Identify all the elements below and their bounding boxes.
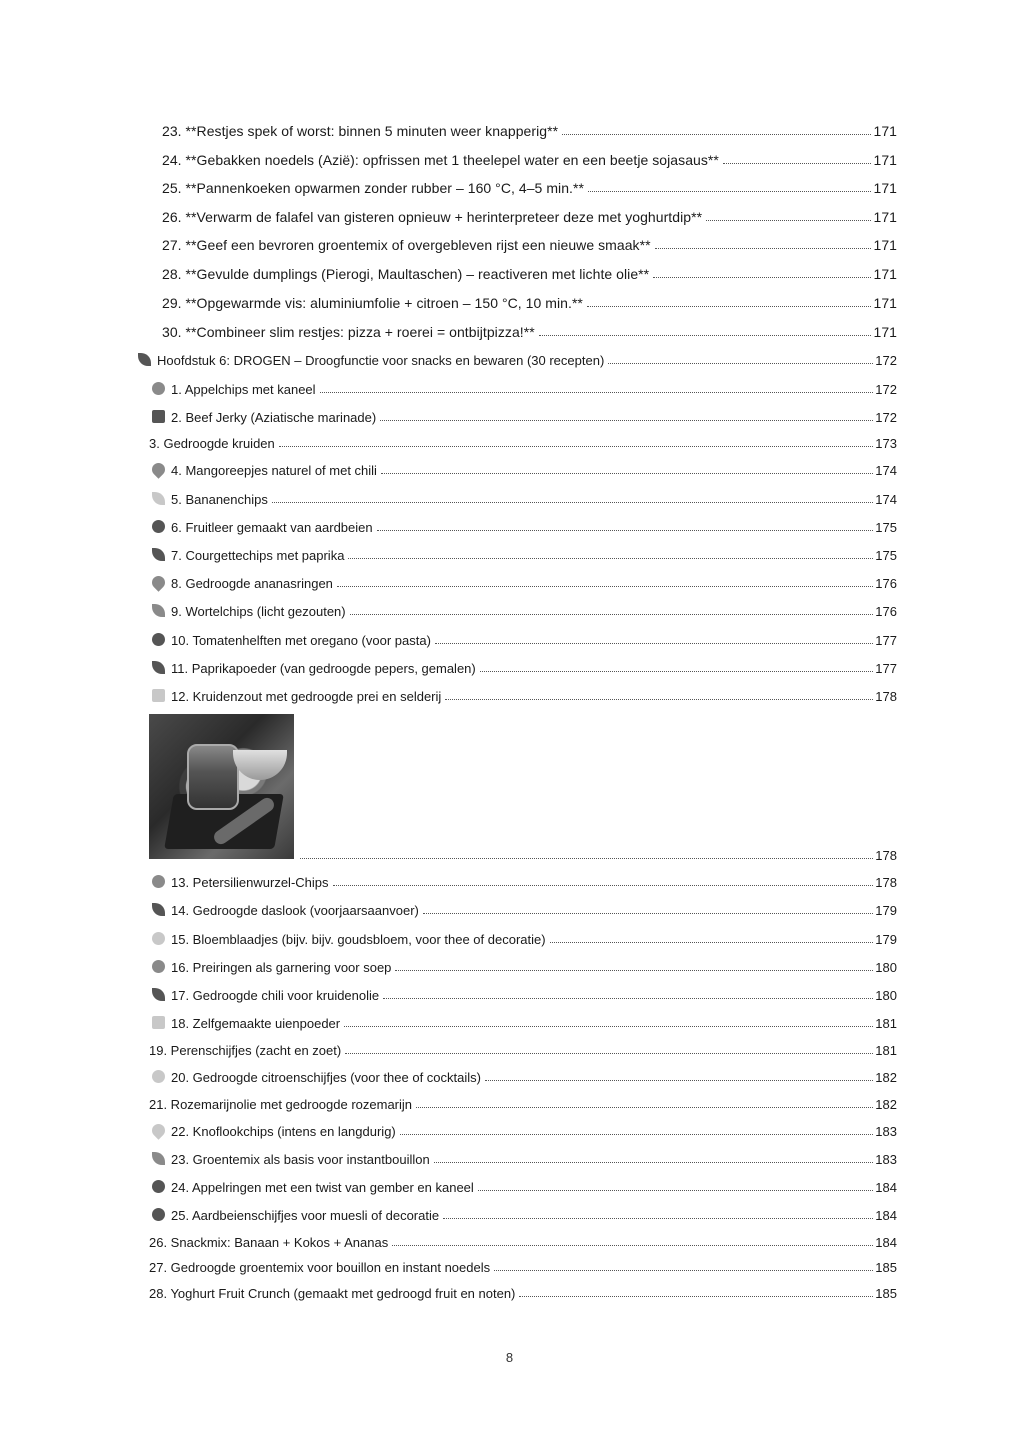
toc-entry-image[interactable] [296,849,897,862]
toc-entry-page: 179 [875,932,897,947]
tomato-icon [152,633,165,646]
toc-entry-label: 18. Zelfgemaakte uienpoeder [171,1016,341,1031]
toc-entry-label: 26. **Verwarm de falafel van gisteren opnieuw + herinterpreteer deze met yoghurtdip** [162,209,703,225]
toc-entry[interactable] [149,1261,897,1274]
toc-leader [562,134,871,135]
toc-entry[interactable] [152,634,897,647]
leaf-icon [138,353,151,366]
herb-jar-photo [149,714,294,859]
apple-icon [152,1180,165,1193]
toc-leader [435,643,873,644]
toc-entry-label: 21. Rozemarijnolie met gedroogde rozemarijn [149,1097,413,1112]
toc-entry[interactable] [162,124,897,138]
toc-entry-page: 185 [875,1260,897,1275]
toc-leader [655,248,872,249]
strawberry-icon [152,1208,165,1221]
toc-leader [395,970,873,971]
toc-leader [519,1296,873,1297]
toc-entry-label: 25. **Pannenkoeken opwarmen zonder rubber – 160 °C, 4–5 min.** [162,180,584,196]
toc-chapter-heading[interactable] [138,354,897,367]
toc-entry[interactable] [152,493,897,506]
toc-entry-page: 171 [873,152,897,168]
toc-entry[interactable] [152,549,897,562]
toc-entry[interactable] [152,1071,897,1084]
seedling-icon [152,903,165,916]
toc-entry-page: 172 [875,353,897,368]
toc-leader [381,473,873,474]
toc-entry-page: 175 [875,548,897,563]
toc-entry-page: 174 [875,492,897,507]
toc-entry[interactable] [162,267,897,281]
toc-entry[interactable] [152,521,897,534]
toc-leader [706,220,871,221]
toc-leader [279,446,874,447]
toc-leader [550,942,874,943]
toc-entry-label: Hoofdstuk 6: DROGEN – Droogfunctie voor snacks en bewaren (30 recepten) [157,353,605,368]
garlic-icon [149,1121,167,1139]
toc-entry-page: 185 [875,1286,897,1301]
photo-spice-jar [187,744,239,810]
pepper-icon [152,661,165,674]
toc-entry-page: 174 [875,463,897,478]
toc-entry-label: 2. Beef Jerky (Aziatische marinade) [171,410,377,425]
salt-shaker-icon [152,689,165,702]
toc-entry[interactable] [152,1017,897,1030]
toc-entry-page: 184 [875,1208,897,1223]
toc-entry[interactable] [152,1125,897,1138]
toc-entry-page: 180 [875,960,897,975]
toc-entry[interactable] [162,210,897,224]
toc-leader [272,502,873,503]
toc-leader [416,1107,873,1108]
apple-icon [152,382,165,395]
toc-leader [494,1270,873,1271]
toc-entry-page: 184 [875,1180,897,1195]
toc-entry-label: 23. Groentemix als basis voor instantbouillon [171,1152,430,1167]
toc-entry-label: 22. Knoflookchips (intens en langdurig) [171,1124,396,1139]
toc-entry[interactable] [152,1209,897,1222]
toc-entry-page: 171 [873,123,897,139]
toc-entry-label: 25. Aardbeienschijfjes voor muesli of decoratie [171,1208,440,1223]
toc-entry-page: 171 [873,209,897,225]
toc-entry[interactable] [152,1181,897,1194]
toc-entry-page: 182 [875,1070,897,1085]
vegetable-icon [152,1152,165,1165]
toc-entry[interactable] [162,238,897,252]
toc-entry[interactable] [152,933,897,946]
toc-entry-page: 178 [875,848,897,863]
toc-entry-label: 24. **Gebakken noedels (Azië): opfrissen met 1 theelepel water en een beetje sojasaus** [162,152,719,168]
mango-icon [149,460,167,478]
toc-leader [333,885,874,886]
lemon-icon [152,1070,165,1083]
toc-leader [443,1218,873,1219]
toc-entry[interactable] [152,662,897,675]
toc-leader [587,306,872,307]
toc-leader [723,163,872,164]
toc-entry-page: 177 [875,661,897,676]
flower-icon [152,932,165,945]
toc-entry-label: 9. Wortelchips (licht gezouten) [171,604,346,619]
toc-entry-page: 172 [875,382,897,397]
toc-leader [480,671,874,672]
toc-entry[interactable] [152,904,897,917]
toc-entry-label: 1. Appelchips met kaneel [171,382,316,397]
toc-leader [300,858,873,859]
toc-entry-label: 3. Gedroogde kruiden [149,436,275,451]
toc-entry[interactable] [149,1044,897,1057]
toc-entry-page: 177 [875,633,897,648]
photo-spice-bowl [233,750,287,780]
toc-entry[interactable] [152,464,897,477]
toc-entry[interactable] [162,181,897,195]
toc-entry-label: 14. Gedroogde daslook (voorjaarsaanvoer) [171,903,419,918]
toc-entry[interactable] [162,325,897,339]
toc-entry-page: 171 [873,266,897,282]
toc-entry-page: 171 [873,324,897,340]
toc-entry-label: 28. **Gevulde dumplings (Pierogi, Maultaschen) – reactiveren met lichte olie** [162,266,650,282]
toc-entry-page: 171 [873,237,897,253]
banana-icon [152,492,165,505]
toc-entry-page: 171 [873,295,897,311]
toc-entry-label: 11. Paprikapoeder (van gedroogde pepers, gemalen) [171,661,476,676]
toc-entry-label: 20. Gedroogde citroenschijfjes (voor thee of cocktails) [171,1070,481,1085]
toc-entry-label: 19. Perenschijfjes (zacht en zoet) [149,1043,342,1058]
toc-entry[interactable] [162,296,897,310]
toc-entry-page: 181 [875,1016,897,1031]
toc-entry-label: 23. **Restjes spek of worst: binnen 5 minuten weer knapperig** [162,123,559,139]
toc-leader [320,392,874,393]
toc-entry-page: 183 [875,1124,897,1139]
toc-entry-page: 176 [875,604,897,619]
toc-entry-page: 180 [875,988,897,1003]
carrot-icon [152,604,165,617]
toc-entry-page: 175 [875,520,897,535]
toc-entry[interactable] [152,989,897,1002]
toc-entry-page: 178 [875,689,897,704]
toc-entry[interactable] [152,1153,897,1166]
toc-entry-page: 183 [875,1152,897,1167]
toc-entry[interactable] [149,1287,897,1300]
toc-leader [377,530,874,531]
zucchini-icon [152,548,165,561]
toc-entry[interactable] [152,876,897,889]
toc-entry-label: 12. Kruidenzout met gedroogde prei en selderij [171,689,442,704]
toc-entry-label: 16. Preiringen als garnering voor soep [171,960,392,975]
toc-entry-page: 176 [875,576,897,591]
root-icon [152,875,165,888]
page-number: 8 [505,1350,514,1365]
toc-leader [423,913,873,914]
toc-entry-page: 171 [873,180,897,196]
toc-leader [588,191,872,192]
strawberry-icon [152,520,165,533]
toc-leader [337,586,873,587]
toc-leader [434,1162,874,1163]
toc-leader [350,614,874,615]
toc-leader [383,998,873,999]
toc-entry-label: 6. Fruitleer gemaakt van aardbeien [171,520,373,535]
toc-entry-label: 29. **Opgewarmde vis: aluminiumfolie + citroen – 150 °C, 10 min.** [162,295,583,311]
toc-entry-label: 5. Bananenchips [171,492,268,507]
toc-entry[interactable] [162,153,897,167]
toc-entry-label: 15. Bloemblaadjes (bijv. bijv. goudsbloem, voor thee of decoratie) [171,932,546,947]
toc-entry-page: 179 [875,903,897,918]
toc-entry-page: 173 [875,436,897,451]
toc-leader [348,558,873,559]
toc-entry-label: 30. **Combineer slim restjes: pizza + roerei = ontbijtpizza!** [162,324,535,340]
toc-leader [608,363,873,364]
toc-entry[interactable] [152,383,897,396]
toc-leader [445,699,873,700]
chili-icon [152,988,165,1001]
toc-entry-page: 181 [875,1043,897,1058]
toc-entry-label: 28. Yoghurt Fruit Crunch (gemaakt met gedroogd fruit en noten) [149,1286,516,1301]
toc-leader [539,335,872,336]
toc-leader [344,1026,873,1027]
toc-entry[interactable] [149,437,897,450]
toc-entry[interactable] [149,1098,897,1111]
toc-entry-label: 17. Gedroogde chili voor kruidenolie [171,988,380,1003]
toc-leader [478,1190,873,1191]
toc-entry[interactable] [152,605,897,618]
toc-entry-label: 27. Gedroogde groentemix voor bouillon en instant noedels [149,1260,491,1275]
toc-leader [392,1245,873,1246]
toc-entry[interactable] [152,411,897,424]
toc-entry-label: 13. Petersilienwurzel-Chips [171,875,329,890]
pineapple-icon [149,573,167,591]
toc-entry-label: 27. **Geef een bevroren groentemix of overgebleven rijst een nieuwe smaak** [162,237,651,253]
toc-leader [400,1134,874,1135]
toc-entry[interactable] [152,690,897,703]
toc-entry-label: 24. Appelringen met een twist van gember en kaneel [171,1180,474,1195]
toc-entry-label: 10. Tomatenhelften met oregano (voor pasta) [171,633,431,648]
toc-entry-page: 172 [875,410,897,425]
meat-icon [152,410,165,423]
leek-icon [152,960,165,973]
toc-entry[interactable] [152,577,897,590]
salt-shaker-icon [152,1016,165,1029]
toc-leader [653,277,871,278]
toc-leader [345,1053,873,1054]
toc-entry[interactable] [149,1236,897,1249]
toc-leader [485,1080,873,1081]
toc-entry-page: 184 [875,1235,897,1250]
toc-entry-page: 182 [875,1097,897,1112]
toc-entry-label: 8. Gedroogde ananasringen [171,576,333,591]
toc-entry-page: 178 [875,875,897,890]
toc-leader [380,420,873,421]
toc-entry-label: 4. Mangoreepjes naturel of met chili [171,463,377,478]
toc-entry-label: 7. Courgettechips met paprika [171,548,345,563]
toc-entry-label: 26. Snackmix: Banaan + Kokos + Ananas [149,1235,389,1250]
toc-entry[interactable] [152,961,897,974]
